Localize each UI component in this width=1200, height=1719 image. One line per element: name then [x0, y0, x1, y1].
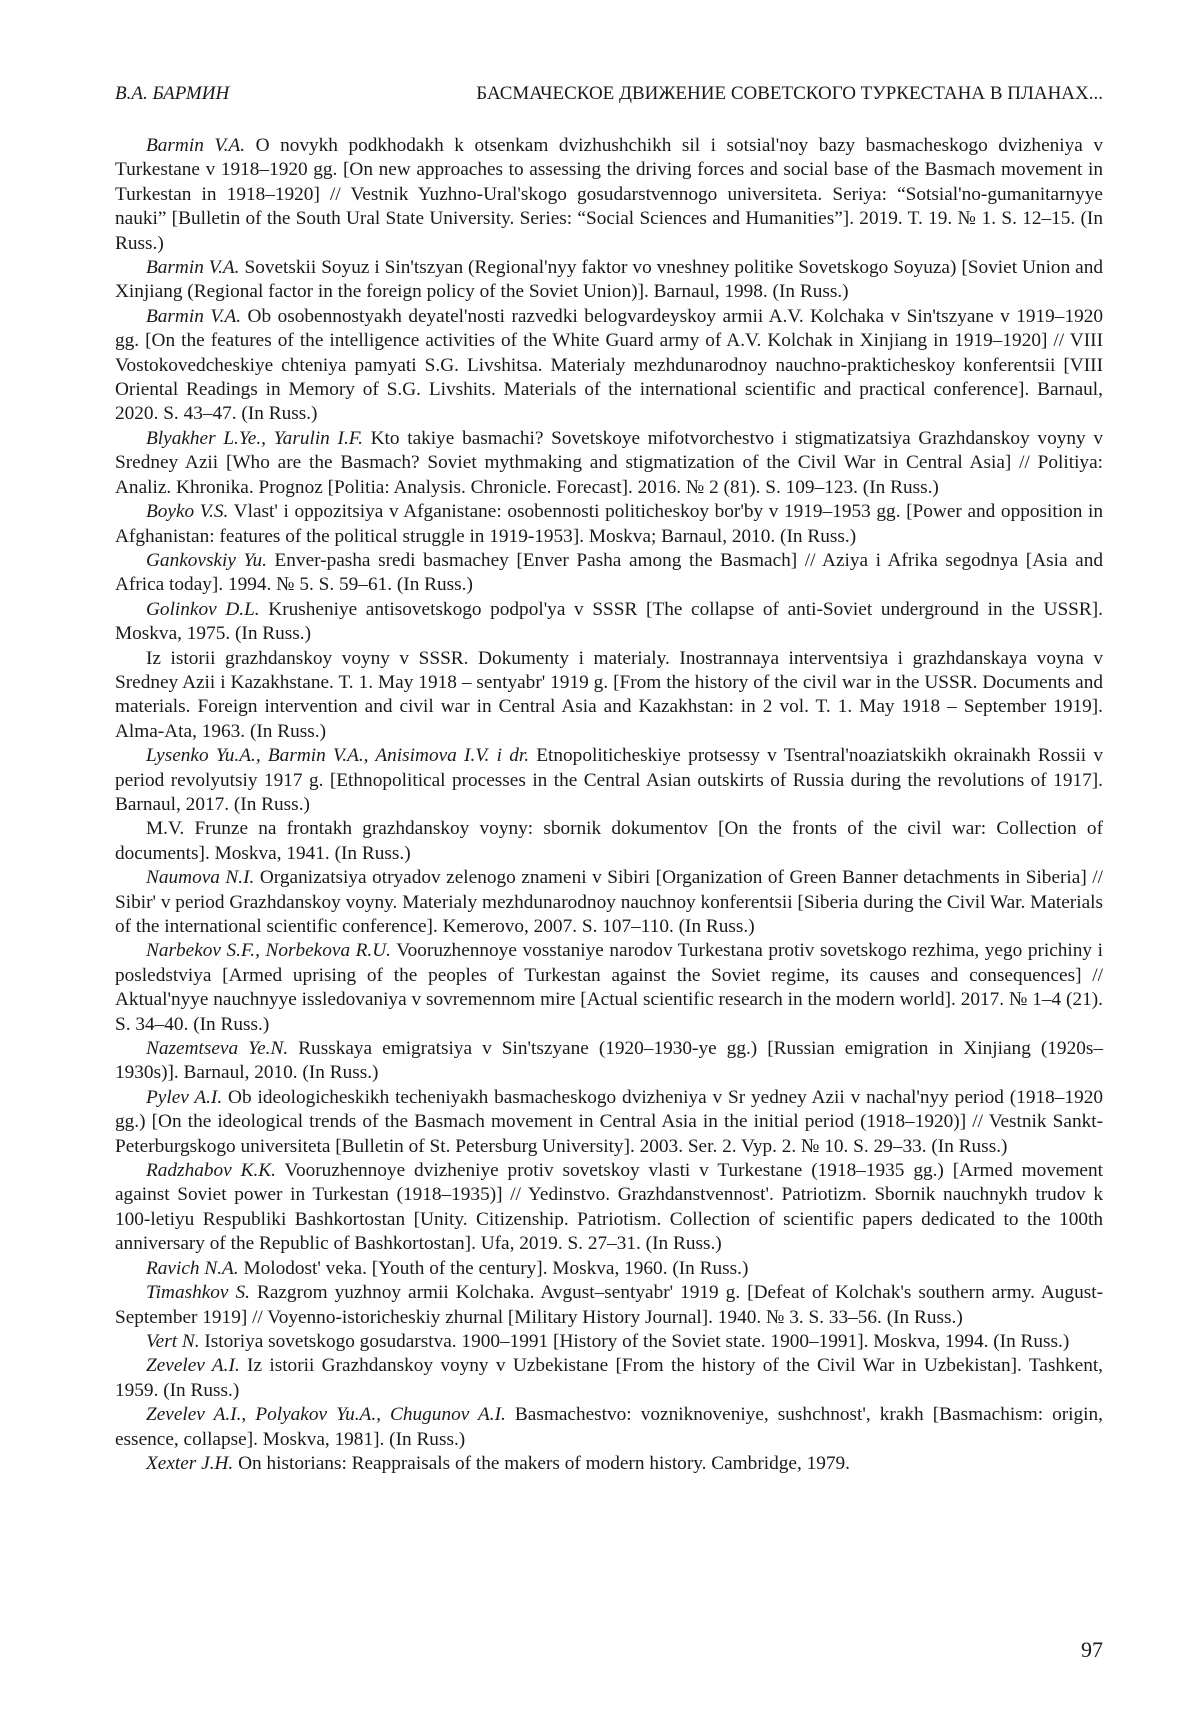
reference-text: On historians: Reappraisals of the makers of modern history. Cambridge, 1979. [233, 1453, 850, 1474]
reference-entry [115, 744, 1103, 817]
reference-entry [115, 1330, 1103, 1354]
reference-text: Vooruzhennoye dvizheniye protiv sovetskoy vlasti v Turkestane (1918–1935 gg.) [Armed movement against Soviet power in Turkestan (1918–1935)] // Yedinstvo. Grazhdanstvennost'. Patriotizm. Sbornik nauchnykh trudov k 100-letiyu Respubliki Bashkortostan [Unity. Citizenship. Patriotism. Collection of scientific papers dedicated to the 100th anniversary of the Republic of Bashkortostan]. Ufa, 2019. S. 27–31. (In Russ.) [115, 1160, 1103, 1254]
reference-author: Pylev A.I. [146, 1087, 222, 1108]
reference-text: Iz istorii Grazhdanskoy voyny v Uzbekistane [From the history of the Civil War in Uzbekistan]. Tashkent, 1959. (In Russ.) [115, 1355, 1103, 1400]
reference-author: Golinkov D.L. [146, 599, 260, 620]
reference-author: Gankovskiy Yu. [146, 550, 267, 571]
reference-text: Krusheniye antisovetskogo podpol'ya v SSSR [The collapse of anti-Soviet underground in the USSR]. Moskva, 1975. (In Russ.) [115, 599, 1103, 644]
running-header-author: В.А. БАРМИН [115, 80, 229, 108]
reference-author: Lysenko Yu.A., Barmin V.A., Anisimova I.V. i dr. [146, 745, 529, 766]
reference-entry [115, 1452, 1103, 1476]
reference-text: Ob osobennostyakh deyatel'nosti razvedki belogvardeyskoy armii A.V. Kolchaka v Sin'tszyane v 1919–1920 gg. [On the features of the intelligence activities of the White Guard army of A.V. Kolchak in Xinjiang in 1919–1920] // VIII Vostokovedcheskiye chteniya pamyati S.G. Livshitsa. Materialy mezhdunarodnoy nauchno-prakticheskoy konferentsii [VIII Oriental Readings in Memory of S.G. Livshits. Materials of the international scientific and practical conference]. Barnaul, 2020. S. 43–47. (In Russ.) [115, 306, 1103, 425]
reference-author: Zevelev A.I. [146, 1355, 240, 1376]
reference-entry [115, 647, 1103, 745]
reference-text: Organizatsiya otryadov zelenogo znameni v Sibiri [Organization of Green Banner detachments in Siberia] // Sibir' v period Grazhdanskoy voyny. Materialy mezhdunarodnoy nauchnoy konferentsii [Siberia during the Civil War. Materials of the international scientific conference]. Kemerovo, 2007. S. 107–110. (In Russ.) [115, 867, 1103, 937]
reference-text: Sovetskii Soyuz i Sin'tszyan (Regional'nyy faktor vo vneshney politike Sovetskogo Soyuza) [Soviet Union and Xinjiang (Regional factor in the foreign policy of the Soviet Union)]. Barnaul, 1998. (In Russ.) [115, 257, 1103, 302]
reference-author: Timashkov S. [146, 1282, 250, 1303]
reference-entry [115, 134, 1103, 256]
reference-text: Razgrom yuzhnoy armii Kolchaka. Avgust–sentyabr' 1919 g. [Defeat of Kolchak's southern army. August-September 1919] // Voyenno-istoricheskiy zhurnal [Military History Journal]. 1940. № 3. S. 33–56. (In Russ.) [115, 1282, 1103, 1327]
reference-author: Barmin V.A. [146, 257, 240, 278]
reference-author: Zevelev A.I., Polyakov Yu.A., Chugunov A.I. [146, 1404, 506, 1425]
reference-entry [115, 1354, 1103, 1403]
reference-text: Iz istorii grazhdanskoy voyny v SSSR. Dokumenty i materialy. Inostrannaya interventsiya i grazhdanskaya voyna v Sredney Azii i Kazakhstane. T. 1. May 1918 – sentyabr' 1919 g. [From the history of the civil war in the USSR. Documents and materials. Foreign intervention and civil war in Central Asia and Kazakhstan: in 2 vol. T. 1. May 1918 – September 1919]. Alma-Ata, 1963. (In Russ.) [115, 648, 1103, 742]
reference-entry [115, 427, 1103, 500]
reference-entry [115, 1281, 1103, 1330]
reference-author: Vert N. [146, 1331, 200, 1352]
reference-entry [115, 1086, 1103, 1159]
reference-entry [115, 598, 1103, 647]
reference-author: Radzhabov K.K. [146, 1160, 276, 1181]
reference-entry [115, 305, 1103, 427]
reference-text: Etnopoliticheskiye protsessy v Tsentral'noaziatskikh okrainakh Rossii v period revolyutsiy 1917 g. [Ethnopolitical processes in the Central Asian outskirts of Russia during the revolutions of 1917]. Barnaul, 2017. (In Russ.) [115, 745, 1103, 815]
reference-text: O novykh podkhodakh k otsenkam dvizhushchikh sil i sotsial'noy bazy basmacheskogo dvizheniya v Turkestane v 1918–1920 gg. [On new approaches to assessing the driving forces and social base of the Basmach movement in Turkestan in 1918–1920] // Vestnik Yuzhno-Ural'skogo gosudarstvennogo universiteta. Seriya: “Sotsial'no-gumanitarnyye nauki” [Bulletin of the South Ural State University. Series: “Social Sciences and Humanities”]. 2019. T. 19. № 1. S. 12–15. (In Russ.) [115, 135, 1103, 254]
reference-entry [115, 1159, 1103, 1257]
reference-author: Nazemtseva Ye.N. [146, 1038, 288, 1059]
reference-author: Ravich N.A. [146, 1258, 239, 1279]
reference-text: Ob ideologicheskikh techeniyakh basmacheskogo dvizheniya v Sr yedney Azii v nachal'nyy period (1918–1920 gg.) [On the ideological trends of the Basmach movement in Central Asia in the initial period (1918–1920)] // Vestnik Sankt-Peterburgskogo universiteta [Bulletin of St. Petersburg University]. 2003. Ser. 2. Vyp. 2. № 10. S. 29–33. (In Russ.) [115, 1087, 1103, 1157]
reference-author: Xexter J.H. [146, 1453, 233, 1474]
reference-entry [115, 1037, 1103, 1086]
reference-text: Vlast' i oppozitsiya v Afganistane: osobennosti politicheskoy bor'by v 1919–1953 gg. [Power and opposition in Afghanistan: features of the political struggle in 1919-1953]. Moskva; Barnaul, 2010. (In Russ.) [115, 501, 1103, 546]
reference-entry [115, 256, 1103, 305]
running-header-title: БАСМАЧЕСКОЕ ДВИЖЕНИЕ СОВЕТСКОГО ТУРКЕСТАНА В ПЛАНАХ... [476, 80, 1103, 108]
reference-text: M.V. Frunze na frontakh grazhdanskoy voyny: sbornik dokumentov [On the fronts of the civil war: Collection of documents]. Moskva, 1941. (In Russ.) [115, 818, 1103, 863]
reference-text: Vooruzhennoye vosstaniye narodov Turkestana protiv sovetskogo rezhima, yego prichiny i posledstviya [Armed uprising of the peoples of Turkestan against the Soviet regime, its causes and consequences] // Aktual'nyye nauchnyye issledovaniya v sovremennom mire [Actual scientific research in the modern world]. 2017. № 1–4 (21). S. 34–40. (In Russ.) [115, 940, 1103, 1034]
page-number: 97 [1081, 1637, 1103, 1663]
reference-text: Russkaya emigratsiya v Sin'tszyane (1920–1930-ye gg.) [Russian emigration in Xinjiang (1920s–1930s)]. Barnaul, 2010. (In Russ.) [115, 1038, 1103, 1083]
reference-author: Barmin V.A. [146, 135, 245, 156]
reference-text: Molodost' veka. [Youth of the century]. Moskva, 1960. (In Russ.) [239, 1258, 749, 1279]
reference-entry [115, 866, 1103, 939]
running-header [115, 80, 1103, 108]
reference-author: Blyakher L.Ye., Yarulin I.F. [146, 428, 363, 449]
reference-text: Enver-pasha sredi basmachey [Enver Pasha among the Basmach] // Aziya i Afrika segodnya [Asia and Africa today]. 1994. № 5. S. 59–61. (In Russ.) [115, 550, 1103, 595]
reference-author: Barmin V.A. [146, 306, 241, 327]
reference-author: Boyko V.S. [146, 501, 228, 522]
reference-text: Basmachestvo: vozniknoveniye, sushchnost', krakh [Basmachism: origin, essence, collapse]. Moskva, 1981]. (In Russ.) [115, 1404, 1103, 1449]
reference-entry [115, 1403, 1103, 1452]
reference-author: Narbekov S.F., Norbekova R.U. [146, 940, 391, 961]
reference-entry [115, 939, 1103, 1037]
reference-entry [115, 1257, 1103, 1281]
journal-page [0, 0, 1200, 1719]
reference-entry [115, 549, 1103, 598]
reference-entry [115, 817, 1103, 866]
reference-list [115, 134, 1103, 1476]
reference-text: Kto takiye basmachi? Sovetskoye mifotvorchestvo i stigmatizatsiya Grazhdanskoy voyny v Sredney Azii [Who are the Basmach? Soviet mythmaking and stigmatization of the Civil War in Central Asia] // Politiya: Analiz. Khronika. Prognoz [Politia: Analysis. Chronicle. Forecast]. 2016. № 2 (81). S. 109–123. (In Russ.) [115, 428, 1103, 498]
reference-entry [115, 500, 1103, 549]
reference-text: Istoriya sovetskogo gosudarstva. 1900–1991 [History of the Soviet state. 1900–1991]. Moskva, 1994. (In Russ.) [200, 1331, 1070, 1352]
reference-author: Naumova N.I. [146, 867, 254, 888]
